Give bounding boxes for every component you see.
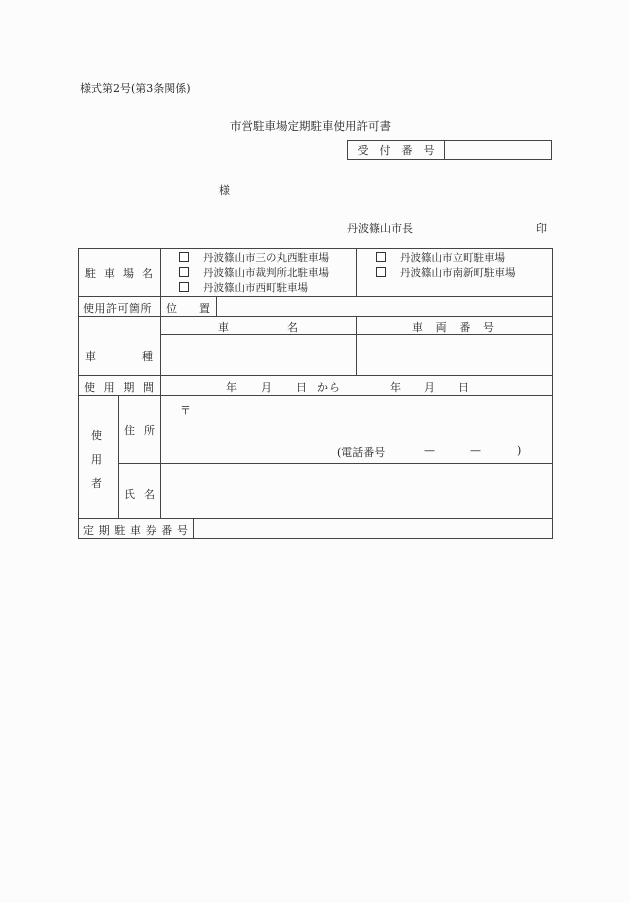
position-label: 位 置 xyxy=(166,302,210,315)
phone-dash: — xyxy=(470,444,481,457)
table-border-top xyxy=(78,248,553,249)
addressee-suffix: 様 xyxy=(219,184,230,197)
permit-location-label: 使用許可箇所 xyxy=(83,302,152,315)
period-from-year: 年 xyxy=(226,381,237,394)
phone-label: (電話番号 xyxy=(337,446,386,459)
table-border-bottom xyxy=(78,538,553,539)
pass-number-label: 定 期 駐 車 券 番 号 xyxy=(83,524,188,537)
table-border-right xyxy=(552,248,553,539)
table-divider xyxy=(78,316,553,317)
period-from-month: 月 xyxy=(261,381,272,394)
checkbox[interactable] xyxy=(179,282,189,292)
table-border-left xyxy=(78,248,79,539)
seal-mark: 印 xyxy=(536,222,547,235)
checkbox[interactable] xyxy=(376,252,386,262)
reception-number-box xyxy=(347,140,552,160)
reception-number-field[interactable] xyxy=(445,141,551,159)
address-field[interactable] xyxy=(161,396,552,436)
user-label-char: 使 xyxy=(91,429,102,442)
address-label: 住 所 xyxy=(124,424,155,437)
parking-option-minami-shinmachi[interactable]: 丹波篠山市南新町駐車場 xyxy=(376,265,516,280)
period-to-month: 月 xyxy=(424,381,435,394)
period-from-day: 日 xyxy=(296,381,307,394)
name-field[interactable] xyxy=(161,464,552,518)
checkbox[interactable] xyxy=(376,267,386,277)
table-divider xyxy=(78,375,553,376)
user-label-char: 用 xyxy=(91,453,102,466)
vehicle-type-label: 車 種 xyxy=(85,350,153,363)
table-divider xyxy=(118,395,119,518)
phone-dash: — xyxy=(424,444,435,457)
issuer-name: 丹波篠山市長 xyxy=(347,222,413,235)
period-from-word: から xyxy=(317,381,341,394)
parking-lot-label: 駐 車 場 名 xyxy=(85,267,153,280)
phone-close: ) xyxy=(517,444,522,457)
parking-option-sannomaru-nishi[interactable]: 丹波篠山市三の丸西駐車場 xyxy=(179,250,329,265)
checkbox[interactable] xyxy=(179,267,189,277)
name-label: 氏 名 xyxy=(124,488,155,501)
period-to-day: 日 xyxy=(458,381,469,394)
reception-number-label: 受 付 番 号 xyxy=(348,141,445,159)
parking-option-tatemachi[interactable]: 丹波篠山市立町駐車場 xyxy=(376,250,505,265)
document-title: 市営駐車場定期駐車使用許可書 xyxy=(230,119,391,133)
parking-option-saibansho-kita[interactable]: 丹波篠山市裁判所北駐車場 xyxy=(179,265,329,280)
vehicle-number-header: 車 両 番 号 xyxy=(412,321,494,334)
parking-option-nishimachi[interactable]: 丹波篠山市西町駐車場 xyxy=(179,280,308,295)
pass-number-field[interactable] xyxy=(194,519,552,538)
period-to-year: 年 xyxy=(390,381,401,394)
postal-mark: 〒 xyxy=(180,404,191,417)
form-id: 様式第2号(第3条関係) xyxy=(80,82,191,95)
user-label-char: 者 xyxy=(91,477,102,490)
usage-period-label: 使 用 期 間 xyxy=(84,381,154,394)
vehicle-name-field[interactable] xyxy=(161,335,356,375)
vehicle-name-header: 車 名 xyxy=(218,321,298,334)
checkbox[interactable] xyxy=(179,252,189,262)
position-field[interactable] xyxy=(217,297,552,316)
vehicle-number-field[interactable] xyxy=(357,335,552,375)
table-divider xyxy=(356,248,357,296)
